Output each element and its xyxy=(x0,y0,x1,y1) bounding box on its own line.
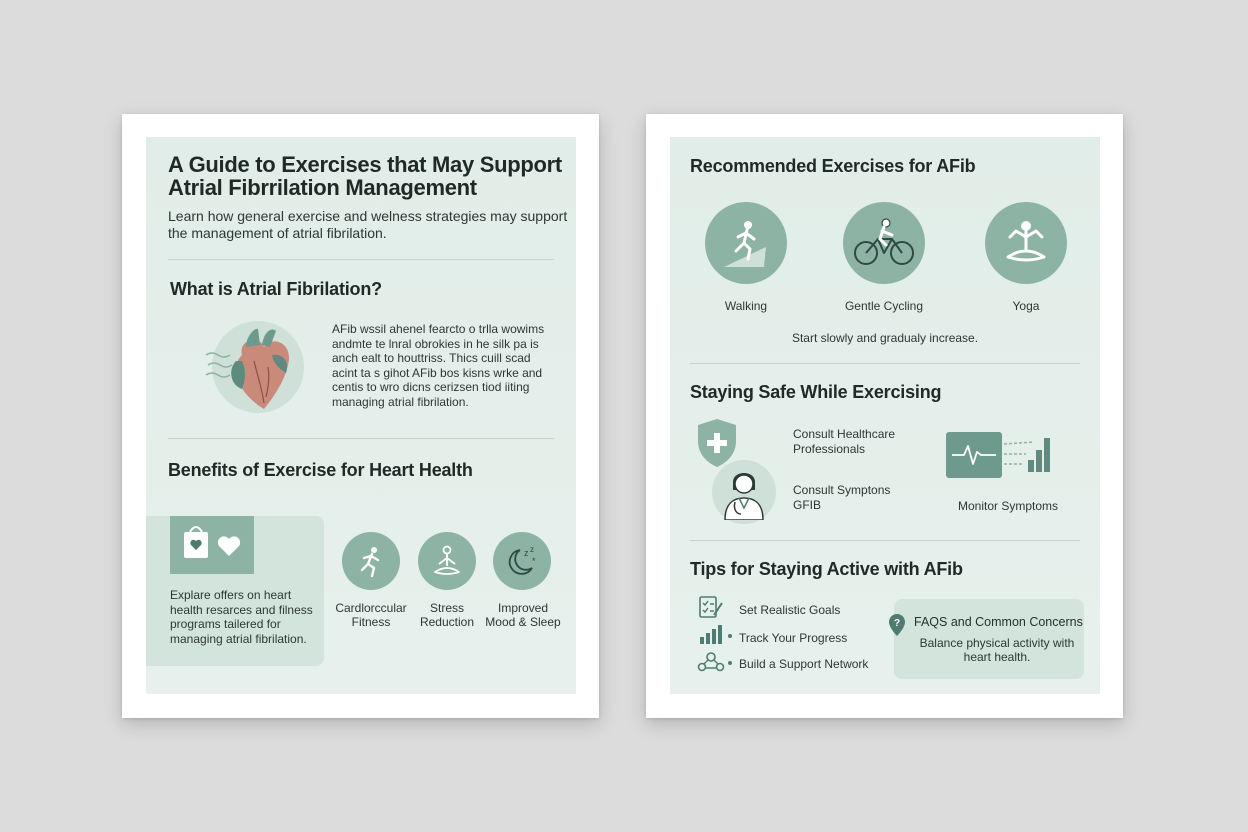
benefit-label-line2: Mood & Sleep xyxy=(485,615,561,629)
what-is-line: anch ealt to houttriss. Thics cuill scad xyxy=(332,351,531,365)
what-is-line: andmte te lnral obrokies in he silk pa is xyxy=(332,336,539,351)
tip-label: Set Realistic Goals xyxy=(739,603,841,617)
monitor-label: Monitor Symptoms xyxy=(957,499,1059,513)
bar-chart-icon xyxy=(698,623,724,645)
moon-sleep-icon xyxy=(493,532,551,590)
recommended-note: Start slowly and gradualy increase. xyxy=(791,331,979,345)
benefit-label-line1: Improved xyxy=(497,601,549,615)
page-subtitle xyxy=(168,208,567,242)
network-icon xyxy=(696,650,726,674)
yoga-icon xyxy=(985,202,1067,284)
page-subtitle-line2: the management of atrial fibrilation. xyxy=(168,225,387,241)
page-title-line2: Atrial Fibrrilation Management xyxy=(168,175,477,200)
bullet-dot xyxy=(728,661,732,665)
promo-text xyxy=(170,588,320,646)
what-is-line: managing atrial fibrilation. xyxy=(332,394,469,409)
svg-text:?: ? xyxy=(893,618,901,629)
left-page xyxy=(122,114,599,718)
tip-label: Build a Support Network xyxy=(739,657,869,671)
promo-banner xyxy=(170,516,254,574)
page-title-line1: A Guide to Exercises that May Support xyxy=(168,152,562,177)
doctor-avatar-icon xyxy=(712,460,776,524)
symptoms-line2: GFIB xyxy=(793,497,822,512)
consult-line1: Consult Healthcare xyxy=(793,427,896,441)
symptoms-text xyxy=(793,483,890,512)
benefit-label-line2: Reduction xyxy=(419,615,475,629)
benefit-label-line1: Cardlorccular xyxy=(335,601,407,615)
running-person-icon xyxy=(342,532,400,590)
faq-title: FAQS and Common Concerns xyxy=(914,615,1083,629)
what-is-heading: What is Atrial Fibrilation? xyxy=(170,279,382,299)
promo-line: programs tailered for xyxy=(170,617,281,631)
what-is-line: AFib wssil ahenel fearcto o trlla wowims xyxy=(332,322,545,336)
faq-line2: heart health. xyxy=(963,650,1031,664)
benefit-label-line1: Stress xyxy=(429,601,464,615)
faq-line1: Balance physical activity with xyxy=(919,636,1075,650)
divider xyxy=(168,259,554,260)
tips-heading: Tips for Staying Active with AFib xyxy=(690,559,963,579)
svg-text:*: * xyxy=(532,556,536,566)
consult-line2: Professionals xyxy=(793,441,866,456)
divider xyxy=(690,540,1080,541)
what-is-line: acint ta s gihot AFib bos kisns wrke and xyxy=(332,365,543,380)
consult-text xyxy=(793,427,895,456)
promo-line: managing atrial fibrilation. xyxy=(170,631,307,646)
right-page-panel xyxy=(670,137,1100,694)
right-page xyxy=(646,114,1123,718)
what-is-line: centis to wro dicns cerizsen tiod iiting xyxy=(332,380,530,394)
benefit-label xyxy=(478,601,568,629)
benefit-label-line2: Fitness xyxy=(351,615,391,629)
symptoms-line1: Consult Symptons xyxy=(793,483,891,497)
walking-icon xyxy=(705,202,787,284)
bullet-dot xyxy=(728,634,732,638)
exercise-label: Yoga xyxy=(1012,299,1040,313)
location-question-icon xyxy=(888,613,906,637)
divider xyxy=(168,438,554,439)
promo-box[interactable] xyxy=(146,516,324,666)
safety-heading: Staying Safe While Exercising xyxy=(690,382,942,402)
heart-icon xyxy=(202,317,312,417)
cycling-icon xyxy=(843,202,925,284)
faq-box[interactable] xyxy=(894,599,1084,679)
recommended-heading: Recommended Exercises for AFib xyxy=(690,156,976,176)
faq-description xyxy=(914,636,1080,664)
svg-text:z: z xyxy=(530,545,534,554)
page-subtitle-line1: Learn how general exercise and welness strategies may support xyxy=(168,208,568,224)
divider xyxy=(690,363,1080,364)
promo-line: health resarces and filness xyxy=(170,602,313,617)
meditation-icon xyxy=(418,532,476,590)
tip-label: Track Your Progress xyxy=(739,631,848,645)
benefits-heading: Benefits of Exercise for Heart Health xyxy=(168,460,473,480)
checklist-icon xyxy=(698,595,724,619)
left-page-panel xyxy=(146,137,576,694)
svg-text:z: z xyxy=(524,548,529,558)
page-title xyxy=(168,153,562,199)
exercise-label: Walking xyxy=(724,299,768,313)
heart-monitor-icon xyxy=(946,430,1058,478)
what-is-description xyxy=(332,322,562,409)
promo-line: Explare offers on heart xyxy=(170,588,292,602)
exercise-label: Gentle Cycling xyxy=(844,299,924,313)
